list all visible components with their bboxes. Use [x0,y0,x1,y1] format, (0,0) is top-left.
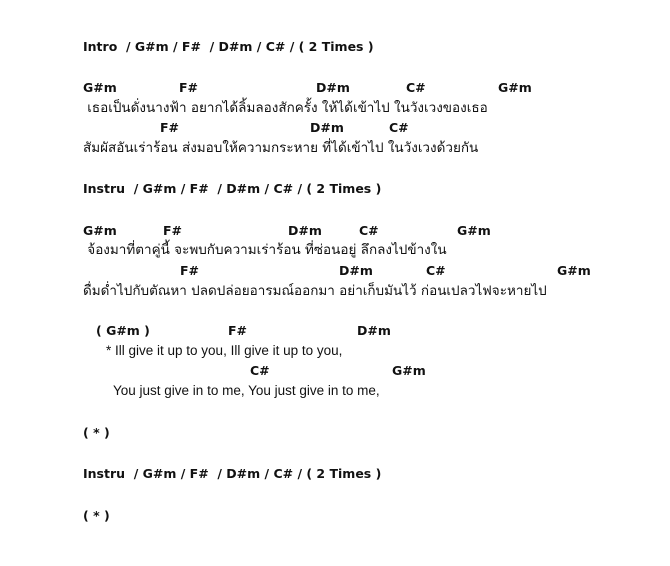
lyric-line: You just give in to me, You just give in to me, [113,383,380,398]
instru-line: Instru / G#m / F# / D#m / C# / ( 2 Times ) [83,181,382,196]
chord: G#m [498,80,532,95]
chord: C# [250,363,270,378]
chord: ( G#m ) [96,323,150,338]
lyric-line: จ้องมาที่ตาคู่นี้ จะพบกับความเร่าร้อน ที่ซ่อนอยู่ ลึกลงไปข้างใน [83,242,447,258]
intro-line: Intro / G#m / F# / D#m / C# / ( 2 Times ) [83,39,374,54]
lyric-line: ดื่มด่ำไปกับตัณหา ปลดปล่อยอารมณ์ออกมา อย่าเก็บมันไว้ ก่อนเปลวไฟจะหายไป [83,283,547,299]
lyric-line: เธอเป็นดั่งนางฟ้า อยากได้ลิ้มลองสักครั้ง ให้ได้เข้าไป ในวังเวงของเธอ [83,100,488,116]
chord: D#m [316,80,350,95]
chord: G#m [557,263,591,278]
chord: F# [179,80,199,95]
chord: C# [389,120,409,135]
repeat-marker: ( * ) [83,508,110,523]
chord: F# [180,263,200,278]
chord: F# [228,323,248,338]
chord: F# [163,223,183,238]
instru-line: Instru / G#m / F# / D#m / C# / ( 2 Times ) [83,466,382,481]
chord: G#m [457,223,491,238]
chord: D#m [339,263,373,278]
chord: C# [359,223,379,238]
chord: C# [426,263,446,278]
chord: F# [160,120,180,135]
chord: D#m [288,223,322,238]
chord: D#m [310,120,344,135]
repeat-marker: ( * ) [83,425,110,440]
lyric-line: สัมผัสอันเร่าร้อน ส่งมอบให้ความกระหาย ที่ได้เข้าไป ในวังเวงด้วยกัน [83,140,479,156]
lyric-line: * Ill give it up to you, Ill give it up to you, [106,343,343,358]
chord: G#m [83,80,117,95]
chord: C# [406,80,426,95]
chord: G#m [83,223,117,238]
chord: G#m [392,363,426,378]
chord: D#m [357,323,391,338]
